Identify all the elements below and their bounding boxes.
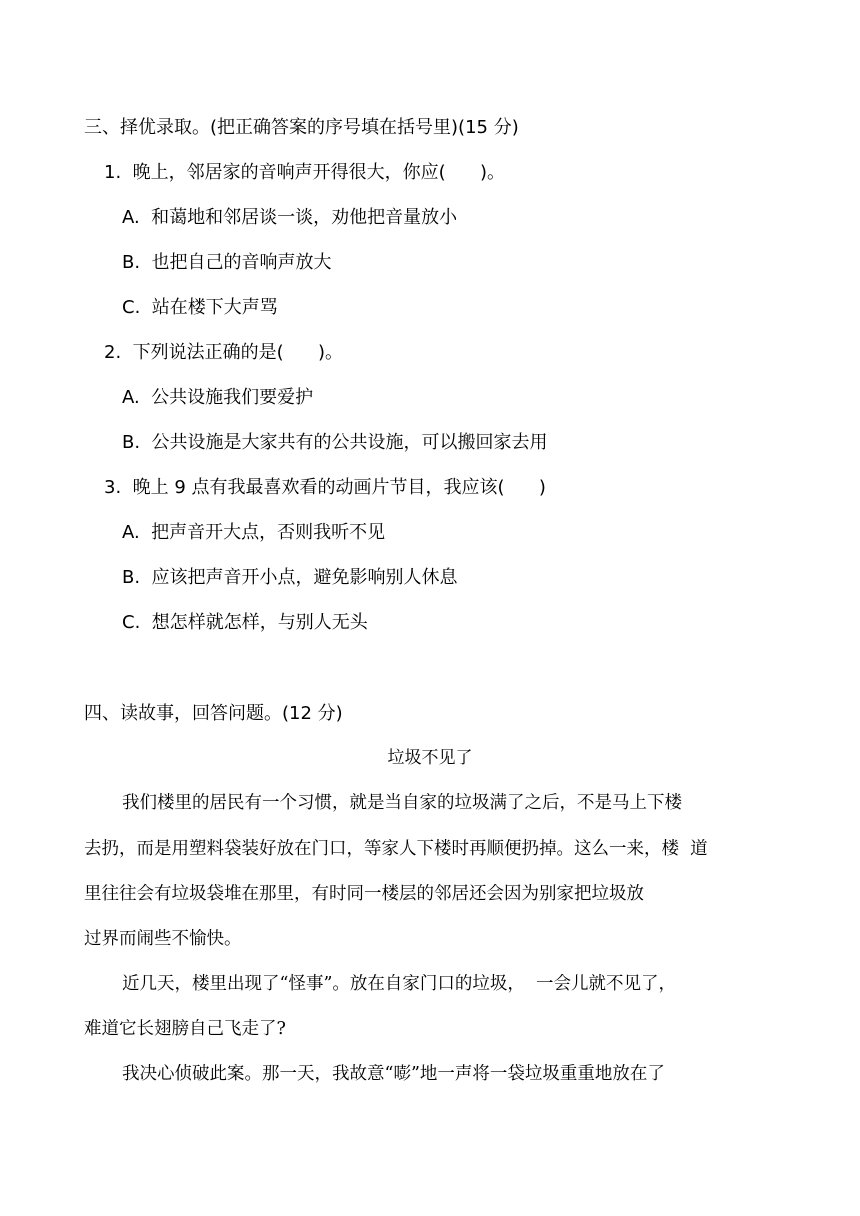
question-1-option-c: C. 站在楼下大声骂 xyxy=(122,297,278,318)
story-title: 垃圾不见了 xyxy=(387,748,473,768)
question-1-stem: 1. 晚上，邻居家的音响声开得很大，你应( )。 xyxy=(104,162,505,183)
story-line: 近几天，楼里出现了“怪事”。放在自家门口的垃圾， 一会儿就不见了， xyxy=(122,974,677,994)
question-2-option-b: B. 公共设施是大家共有的公共设施，可以搬回家去用 xyxy=(122,432,548,453)
question-3-option-b: B. 应该把声音开小点，避免影响别人休息 xyxy=(122,567,458,588)
story-line: 过界而闹些不愉快。 xyxy=(84,929,242,949)
question-2-option-a: A. 公共设施我们要爱护 xyxy=(122,387,314,408)
question-3-stem: 3. 晚上 9 点有我最喜欢看的动画片节目，我应该( ) xyxy=(104,477,546,498)
question-1-option-b: B. 也把自己的音响声放大 xyxy=(122,252,332,273)
story-line: 难道它长翅膀自己飞走了? xyxy=(84,1019,286,1039)
story-line: 我们楼里的居民有一个习惯，就是当自家的垃圾满了之后，不是马上下楼 xyxy=(122,793,682,813)
section-3-heading: 三、择优录取。(把正确答案的序号填在括号里)(15 分) xyxy=(84,117,519,138)
section-4-heading: 四、读故事，回答问题。(12 分) xyxy=(84,703,343,724)
question-3-option-a: A. 把声音开大点，否则我听不见 xyxy=(122,522,386,543)
story-line: 我决心侦破此案。那一天，我故意“嘭”地一声将一袋垃圾重重地放在了 xyxy=(122,1064,665,1084)
story-line: 去扔，而是用塑料袋装好放在门口，等家人下楼时再顺便扔掉。这么一来，楼 道 xyxy=(84,839,708,859)
question-1-option-a: A. 和蔼地和邻居谈一谈，劝他把音量放小 xyxy=(122,207,458,228)
question-2-stem: 2. 下列说法正确的是( )。 xyxy=(104,342,343,363)
story-line: 里往往会有垃圾袋堆在那里，有时同一楼层的邻居还会因为别家把垃圾放 xyxy=(84,884,644,904)
question-3-option-c: C. 想怎样就怎样，与别人无头 xyxy=(122,612,368,633)
